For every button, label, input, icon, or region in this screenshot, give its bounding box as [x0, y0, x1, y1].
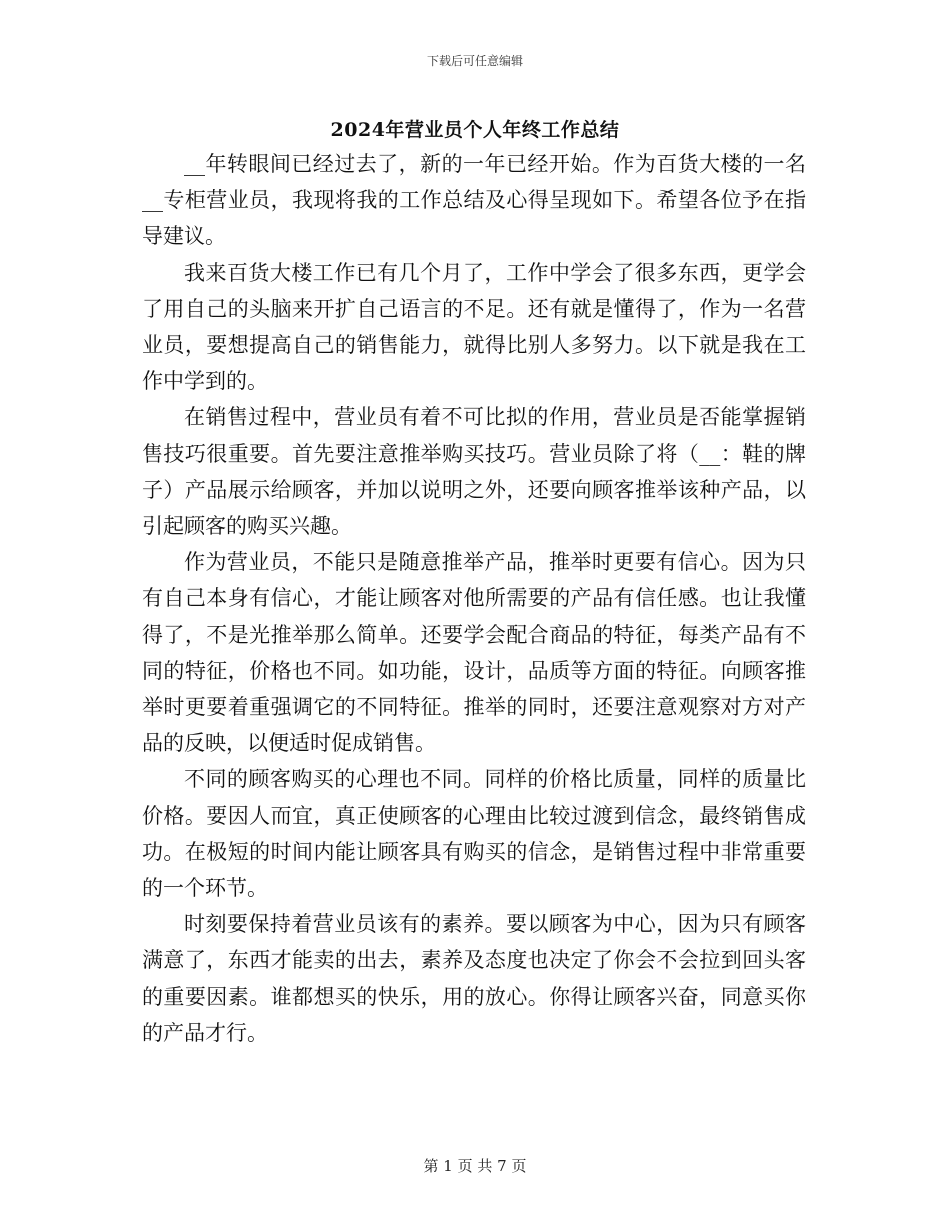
paragraph-2: 我来百货大楼工作已有几个月了，工作中学会了很多东西，更学会了用自己的头脑来开扩自己语言的不足。还有就是懂得了，作为一名营业员，要想提高自己的销售能力，就得比别人多努力。以下就是我在工作中学到的。	[142, 260, 806, 394]
paragraph-6: 时刻要保持着营业员该有的素养。要以顾客为中心，因为只有顾客满意了，东西才能卖的出去，素养及态度也决定了你会不会拉到回头客的重要因素。谁都想买的快乐，用的放心。你得让顾客兴奋，同意买你的产品才行。	[142, 912, 806, 1045]
paragraph-1: __年转眼间已经过去了，新的一年已经开始。作为百货大楼的一名__专柜营业员，我现将我的工作总结及心得呈现如下。希望各位予在指导建议。	[142, 152, 806, 249]
paragraph-4: 作为营业员，不能只是随意推举产品，推举时更要有信心。因为只有自己本身有信心，才能让顾客对他所需要的产品有信任感。也让我懂得了，不是光推举那么简单。还要学会配合商品的特征，每类产品有不同的特征，价格也不同。如功能，设计，品质等方面的特征。向顾客推举时更要着重强调它的不同特征。推举的同时，还要注意观察对方对产品的反映，以便适时促成销售。	[142, 550, 806, 756]
page-header-note: 下载后可任意编辑	[426, 54, 523, 68]
paragraph-3: 在销售过程中，营业员有着不可比拟的作用，营业员是否能掌握销售技巧很重要。首先要注意推举购买技巧。营业员除了将（__：鞋的牌子）产品展示给顾客，并加以说明之外，还要向顾客推举该种产品，以引起顾客的购买兴趣。	[142, 405, 806, 539]
paragraph-5: 不同的顾客购买的心理也不同。同样的价格比质量，同样的质量比价格。要因人而宜，真正使顾客的心理由比较过渡到信念，最终销售成功。在极短的时间内能让顾客具有购买的信念，是销售过程中非常重要的一个环节。	[142, 767, 806, 901]
document-title: 2024年营业员个人年终工作总结	[330, 119, 620, 141]
page-number: 第 1 页 共 7 页	[423, 1157, 527, 1175]
document-body	[142, 146, 806, 1051]
